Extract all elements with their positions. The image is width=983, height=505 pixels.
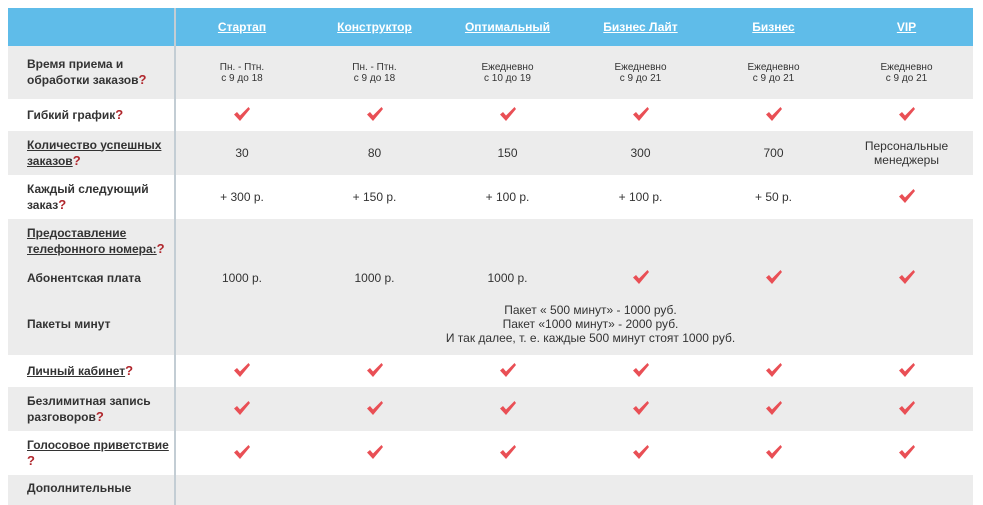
table-cell: 150 [441, 131, 574, 175]
check-icon [233, 106, 251, 122]
check-icon [765, 444, 783, 460]
check-icon [765, 269, 783, 285]
table-cell [441, 355, 574, 387]
row-label-phone [8, 219, 175, 263]
table-cell: + 50 р. [707, 175, 840, 219]
help-icon[interactable]: ? [125, 363, 134, 378]
row-cabinet [8, 355, 973, 387]
table-cell [308, 387, 441, 431]
table-cell [441, 99, 574, 131]
tariff-table [8, 8, 973, 505]
table-cell: 30 [175, 131, 308, 175]
table-cell [707, 99, 840, 131]
row-packages [8, 293, 973, 355]
check-icon [765, 362, 783, 378]
row-label-link[interactable]: Голосовое приветствие [27, 437, 169, 452]
table-cell: + 150 р. [308, 175, 441, 219]
row-label-cabinet [8, 355, 175, 387]
table-cell: Пн. - Птн. с 9 до 18 [175, 46, 308, 99]
help-icon[interactable]: ? [72, 152, 81, 168]
row-successful [8, 131, 973, 175]
check-icon [632, 362, 650, 378]
row-label-link[interactable]: Количество успешных заказов [27, 137, 162, 168]
table-cell [574, 431, 707, 475]
row-label-greeting [8, 431, 175, 475]
check-icon [765, 400, 783, 416]
check-icon [632, 269, 650, 285]
check-icon [366, 444, 384, 460]
check-icon [233, 400, 251, 416]
plan-link-biznes-lait[interactable]: Бизнес Лайт [603, 20, 678, 34]
row-label-link[interactable]: Личный кабинет [27, 364, 126, 378]
table-cell [574, 263, 707, 293]
plan-header [308, 8, 441, 46]
help-icon[interactable]: ? [58, 196, 67, 212]
table-cell [840, 175, 973, 219]
table-cell: Ежедневно с 9 до 21 [707, 46, 840, 99]
plan-link-konstruktor[interactable]: Конструктор [337, 20, 412, 34]
check-icon [366, 400, 384, 416]
row-label-extra: Дополнительные [8, 475, 175, 505]
table-cell [441, 431, 574, 475]
plan-header [441, 8, 574, 46]
row-next-order [8, 175, 973, 219]
table-cell [840, 355, 973, 387]
check-icon [499, 362, 517, 378]
row-fee [8, 263, 973, 293]
help-icon[interactable]: ? [115, 107, 124, 122]
table-cell [308, 99, 441, 131]
table-cell [840, 263, 973, 293]
packages-cell: Пакет « 500 минут» - 1000 руб. Пакет «1000 минут» - 2000 руб. И так далее, т. е. каждые 500 минут стоят 1000 руб. [175, 293, 973, 355]
row-hours [8, 46, 973, 99]
table-cell [840, 431, 973, 475]
plan-header [840, 8, 973, 46]
table-cell [840, 387, 973, 431]
row-greeting [8, 431, 973, 475]
table-cell: + 100 р. [574, 175, 707, 219]
row-label-successful [8, 131, 175, 175]
table-cell: 1000 р. [441, 263, 574, 293]
table-cell: 80 [308, 131, 441, 175]
plan-header [707, 8, 840, 46]
check-icon [898, 188, 916, 204]
table-cell: Пн. - Птн. с 9 до 18 [308, 46, 441, 99]
row-label-recording: Безлимитная запись разговоров? [8, 387, 175, 431]
help-icon[interactable]: ? [138, 72, 147, 87]
table-cell [574, 355, 707, 387]
table-cell [574, 387, 707, 431]
tariff-comparison [8, 8, 973, 495]
check-icon [898, 362, 916, 378]
table-cell: + 300 р. [175, 175, 308, 219]
plan-link-biznes[interactable]: Бизнес [752, 20, 795, 34]
table-cell [308, 355, 441, 387]
check-icon [366, 362, 384, 378]
table-cell [707, 431, 840, 475]
row-label-next-order: Каждый следующий заказ? [8, 175, 175, 219]
check-icon [898, 106, 916, 122]
row-label-packages: Пакеты минут [8, 293, 175, 355]
plan-link-vip[interactable]: VIP [896, 20, 917, 34]
row-phone [8, 219, 973, 263]
header-corner [8, 8, 175, 46]
check-icon [499, 444, 517, 460]
row-label-hours: Время приема и обработки заказов? [8, 46, 175, 99]
table-cell [175, 219, 973, 263]
check-icon [499, 106, 517, 122]
help-icon[interactable]: ? [95, 408, 104, 424]
check-icon [632, 444, 650, 460]
table-cell [175, 475, 973, 505]
plan-header [574, 8, 707, 46]
table-cell: 300 [574, 131, 707, 175]
check-icon [632, 400, 650, 416]
row-extra [8, 475, 973, 505]
plan-header-row [8, 8, 973, 46]
table-cell: 700 [707, 131, 840, 175]
table-cell [175, 99, 308, 131]
table-cell [574, 99, 707, 131]
table-cell [840, 99, 973, 131]
table-cell: Ежедневно с 9 до 21 [840, 46, 973, 99]
table-cell [175, 387, 308, 431]
check-icon [898, 269, 916, 285]
check-icon [366, 106, 384, 122]
table-cell: Ежедневно с 9 до 21 [574, 46, 707, 99]
table-cell: + 100 р. [441, 175, 574, 219]
table-cell [308, 431, 441, 475]
help-icon[interactable]: ? [156, 240, 165, 256]
check-icon [765, 106, 783, 122]
check-icon [632, 106, 650, 122]
table-cell [707, 263, 840, 293]
check-icon [898, 400, 916, 416]
table-cell: Персональные менеджеры [840, 131, 973, 175]
table-cell [441, 387, 574, 431]
row-label-link[interactable]: Предоставление телефонного номера: [27, 225, 157, 256]
check-icon [898, 444, 916, 460]
table-cell [707, 387, 840, 431]
table-cell: 1000 р. [175, 263, 308, 293]
row-label-flexible: Гибкий график? [8, 99, 175, 131]
plan-link-optimalny[interactable]: Оптимальный [464, 20, 551, 34]
check-icon [499, 400, 517, 416]
check-icon [233, 444, 251, 460]
table-cell [707, 355, 840, 387]
plan-header [175, 8, 308, 46]
plan-link-startap[interactable]: Стартап [217, 20, 267, 34]
row-recording [8, 387, 973, 431]
table-cell [175, 431, 308, 475]
row-label-fee: Абонентская плата [8, 263, 175, 293]
row-flexible [8, 99, 973, 131]
table-cell: Ежедневно с 10 до 19 [441, 46, 574, 99]
help-icon[interactable]: ? [27, 452, 35, 468]
table-cell [175, 355, 308, 387]
table-cell: 1000 р. [308, 263, 441, 293]
check-icon [233, 362, 251, 378]
